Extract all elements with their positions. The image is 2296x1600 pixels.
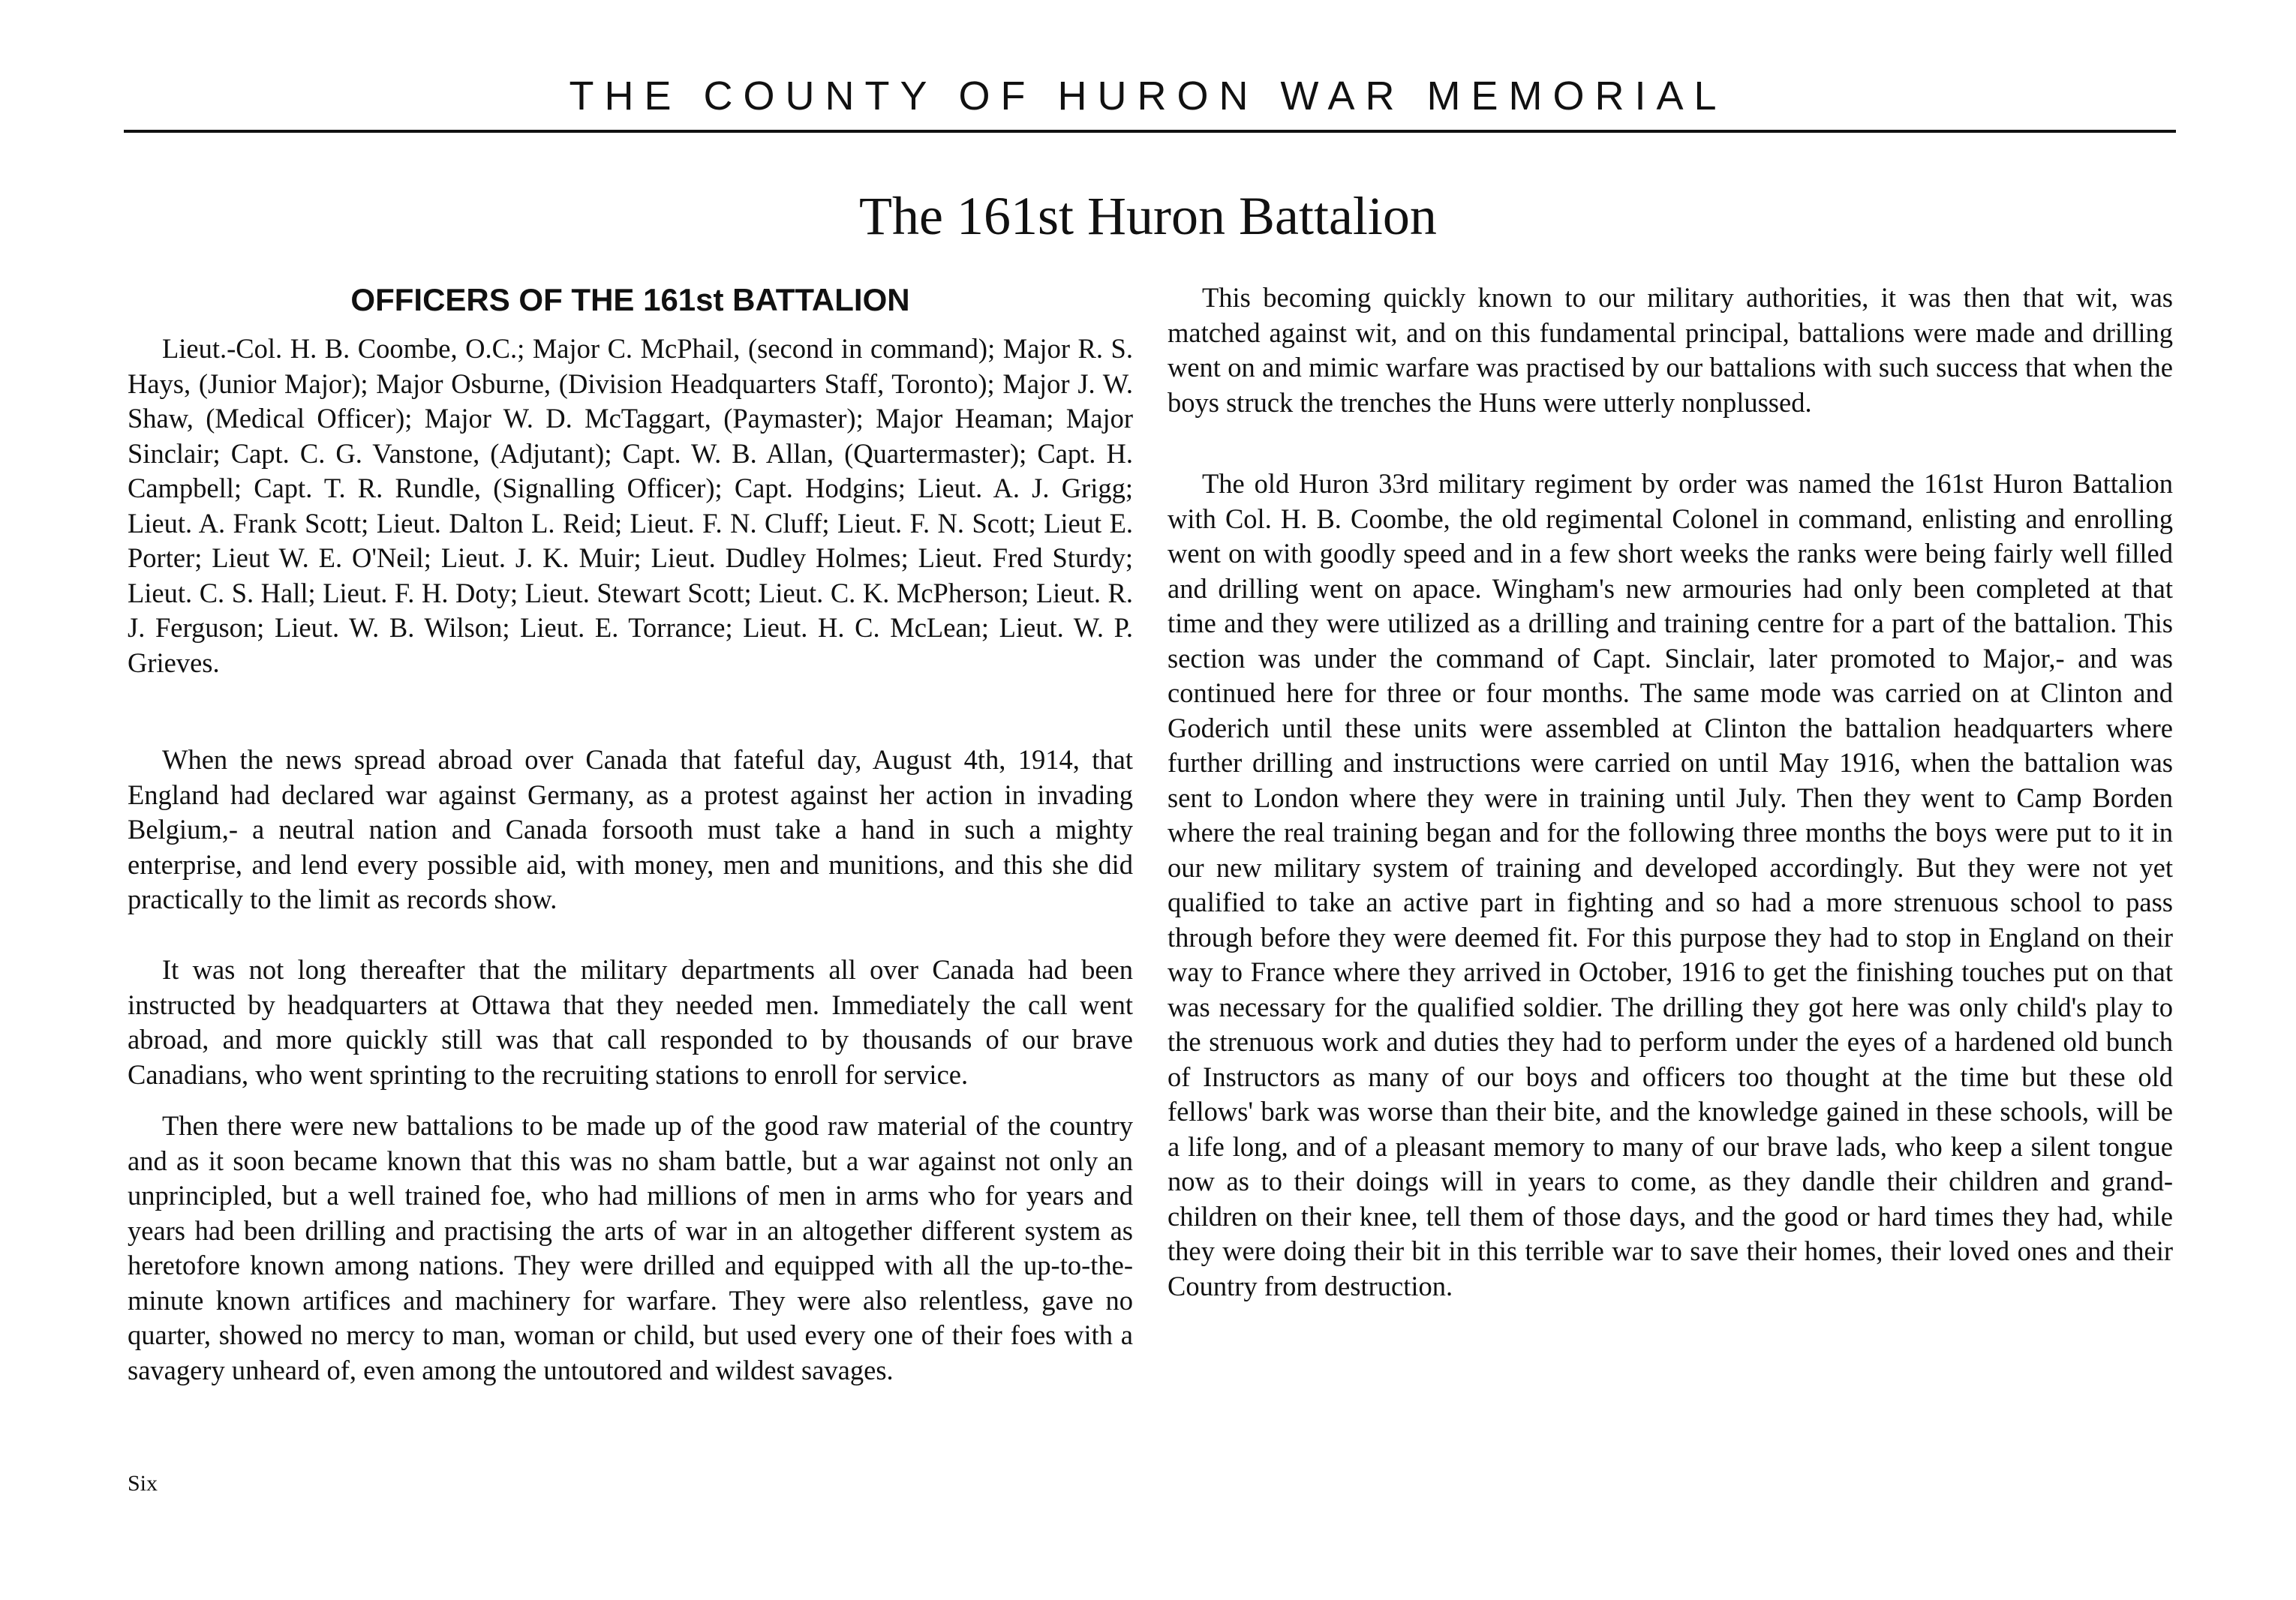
officers-heading: OFFICERS OF THE 161st BATTALION <box>350 282 910 317</box>
paragraph-outbreak-of-war: When the news spread abroad over Canada that fateful day, August 4th, 1914, that England had declared war against Germany, as a protest against her action in invading Belgium,- a neutral nation and Canada forsooth must take a hand in such a mighty enterprise, and lend every possible aid, with money, men and munitions, and this she did practically to the limit as records show. <box>128 744 1133 914</box>
paragraph-new-battalions: Then there were new battalions to be made up of the good raw material of the country and as it soon became known that this was no sham battle, but a war against not only an unprincipled, but a well trained foe, who had millions of men in arms who for years and years had been drilling and practising the arts of war in an altogether different system as heretofore known among nations. They were drilled and equipped with all the up-to-the-minute known artifices and machinery for warfare. They were also relentless, gave no quarter, showed no mercy to man, woman or child, but used every one of their foes with a savagery unheard of, even among the untoutored and wildest savages. <box>128 1110 1133 1385</box>
running-head: THE COUNTY OF HURON WAR MEMORIAL <box>569 74 1727 119</box>
paragraph-call-for-men: It was not long thereafter that the military departments all over Canada had been instructed by headquarters at Ottawa that they needed men. Immediately the call went abroad, and more quickly still was that call responded to by thousands of our brave Canadians, who went sprinting to the recruiting stations to enroll for service. <box>128 954 1133 1090</box>
officers-list: Lieut.-Col. H. B. Coombe, O.C.; Major C. McPhail, (second in command); Major R. S. Hays, (Junior Major); Major Osburne, (Division Headquarters Staff, Toronto); Major J. W. Shaw, (Medical Officer); Major W. D. McTaggart, (Paymaster); Major Heaman; Major Sinclair; Capt. C. G. Vanstone, (Adjutant); Capt. W. B. Allan, (Quartermaster); Capt. H. Campbell; Capt. T. R. Rundle, (Signalling Officer); Capt. Hodgins; Lieut. A. J. Grigg; Lieut. A. Frank Scott; Lieut. Dalton L. Reid; Lieut. F. N. Cluff; Lieut. F. N. Scott; Lieut E. Porter; Lieut W. E. O'Neil; Lieut. J. K. Muir; Lieut. Dudley Holmes; Lieut. Fred Sturdy; Lieut. C. S. Hall; Lieut. F. H. Doty; Lieut. Stewart Scott; Lieut. C. K. McPherson; Lieut. R. J. Ferguson; Lieut. W. B. Wilson; Lieut. E. Torrance; Lieut. H. C. McLean; Lieut. W. P. Grieves. <box>128 333 1133 678</box>
paragraph-military-authorities: This becoming quickly known to our military authorities, it was then that wit, was matched against wit, and on this fundamental principal, battalions were made and drilling went on and mimic warfare was practised by our battalions with such success that when the boys struck the trenches the Huns were utterly nonplussed. <box>1168 282 2173 418</box>
page-number: Six <box>128 1471 158 1496</box>
paragraph-battalion-training: The old Huron 33rd military regiment by order was named the 161st Huron Battalion with Col. H. B. Coombe, the old regimental Colonel in command, enlisting and enrolling went on with goodly speed and in a few short weeks the ranks were being fairly well filled and drilling went on apace. Wingham's new armouries had only been completed at that time and they were utilized as a drilling and training centre for a part of the battalion. This section was under the command of Capt. Sinclair, later promoted to Major,- and was continued here for three or four months. The same mode was carried on at Clinton and Goderich until these units were assembled at Clinton the battalion headquarters where further drilling and instructions were carried on until May 1916, when the battalion was sent to London where they were in training until July. Then they went to Camp Borden where the real training began and for the following three months the boys were put to it in our new military system of training and developed accordingly. But they were not yet qualified to take an active part in fighting and so had a more strenuous school to pass through before they were deemed fit. For this purpose they had to stop in England on their way to France where they arrived in October, 1916 to get the finishing touches put on that was necessary for the qualified soldier. The drilling they got here was only child's play to the strenuous work and duties they had to perform under the eyes of a hardened old bunch of Instructors as many of our boys and officers too thought at the time but these old fellows' bark was worse than their bite, and the knowledge gained in these schools, will be a life long, and of a pleasant memory to many of our brave lads, who keep a silent tongue now as to their doings will in years to come, as they dandle their children and grand-children on their knee, tell them of those days, and the good or hard times they had, while they were doing their bit in this terrible war to save their homes, their loved ones and their Country from destruction. <box>1168 468 2173 1301</box>
header-rule <box>124 130 2176 133</box>
page-title: The 161st Huron Battalion <box>859 186 1437 246</box>
